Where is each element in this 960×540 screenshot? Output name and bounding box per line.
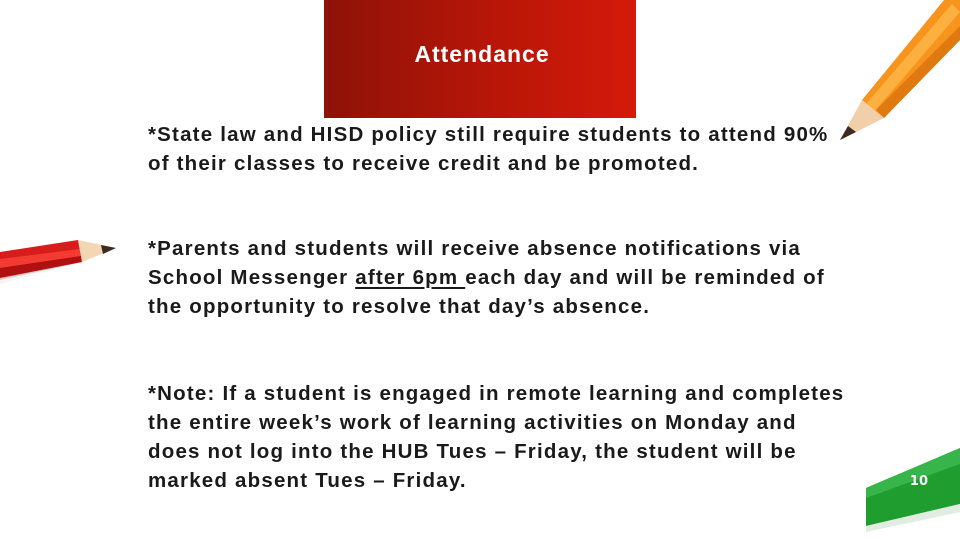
green-pencil-icon <box>866 440 960 540</box>
red-pencil-icon <box>0 232 120 292</box>
orange-pencil-icon <box>836 0 960 145</box>
paragraph-2-lead: *Parents and students will receive absence notifications via School Messenger <box>148 237 802 289</box>
paragraph-3-text: *Note: If a student is engaged in remote learning and completes the entire week’s work of learning activities on Monday and does not log into the HUB Tues – Friday, the student will be marked absent Tues – Friday. <box>148 382 845 492</box>
paragraph-absence-notifications <box>148 234 848 321</box>
paragraph-2-underlined: after 6pm <box>355 266 466 289</box>
paragraph-attendance-law <box>148 120 848 178</box>
slide-number: 10 <box>909 474 928 489</box>
paragraph-2-tail: each day and will be reminded of the opportunity to resolve that day’s absence. <box>148 266 825 318</box>
slide-title: Attendance <box>414 41 550 67</box>
title-banner <box>324 0 636 118</box>
paragraph-2-text <box>148 234 848 321</box>
paragraph-remote-learning-note <box>148 379 848 495</box>
paragraph-1-text: *State law and HISD policy still require students to attend 90% of their classes to receive credit and be promoted. <box>148 123 829 175</box>
